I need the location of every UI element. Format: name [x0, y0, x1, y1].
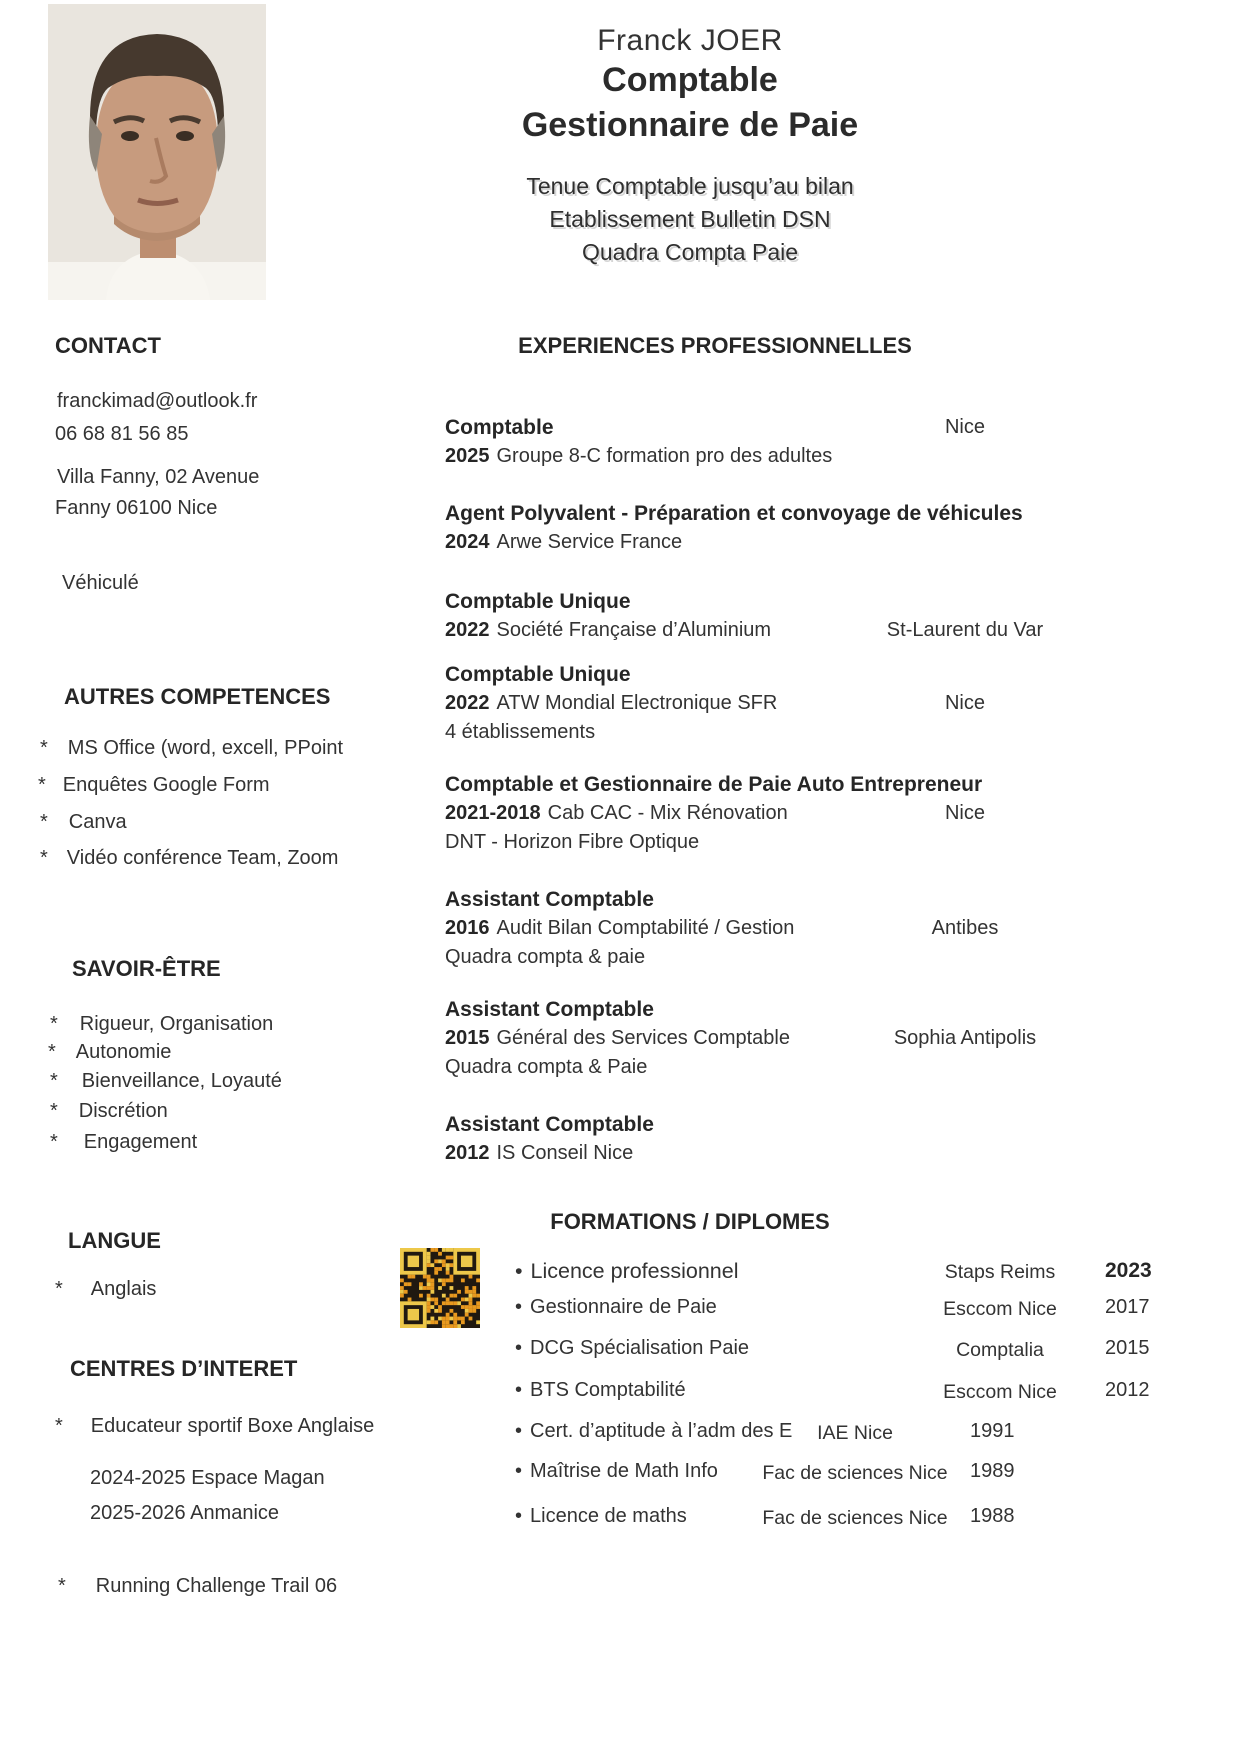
competence-item — [38, 767, 270, 803]
contact-heading: CONTACT — [55, 333, 161, 358]
asterisk-bullet: * — [48, 1041, 56, 1063]
contact-email: franckimad@outlook.fr — [57, 390, 258, 412]
xp-title: Assistant Comptable — [445, 1113, 654, 1136]
interet-label: Educateur sportif Boxe Anglaise — [90, 1415, 375, 1437]
formation-year: 2023 — [1105, 1259, 1152, 1282]
formation-row — [460, 1337, 1180, 1371]
formation-year: 2012 — [1105, 1379, 1150, 1401]
cv-header — [340, 24, 1040, 269]
savoir-etre-item — [50, 1010, 273, 1040]
asterisk-bullet: * — [58, 1575, 66, 1597]
formation-row — [460, 1505, 1180, 1539]
formation-year: 1988 — [970, 1505, 1015, 1527]
formation-diploma — [515, 1259, 739, 1284]
xp-year: 2012 — [445, 1142, 490, 1164]
formation-diploma — [515, 1460, 718, 1483]
interet-item — [55, 1415, 374, 1438]
experience-entry — [445, 995, 1060, 1082]
dot-bullet: • — [515, 1420, 523, 1442]
profile-photo — [48, 4, 266, 300]
asterisk-bullet: * — [50, 1131, 58, 1153]
formation-diploma — [515, 1505, 687, 1528]
xp-year: 2021-2018 — [445, 802, 541, 824]
savoir-etre-label: Discrétion — [78, 1100, 168, 1122]
competence-label: Canva — [68, 811, 127, 833]
xp-detail — [445, 528, 682, 557]
formation-diploma-label: Licence de maths — [530, 1505, 687, 1527]
skill-subtitle-1: Tenue Comptable jusqu’au bilan — [526, 173, 854, 199]
formation-diploma — [515, 1296, 717, 1319]
competence-item — [40, 730, 343, 766]
experience-entry — [445, 499, 1060, 557]
formation-school: IAE Nice — [817, 1422, 893, 1444]
contact-address-line2: Fanny 06100 Nice — [55, 497, 218, 519]
asterisk-bullet: * — [55, 1415, 63, 1437]
competence-label: Enquêtes Google Form — [62, 774, 270, 796]
formation-diploma — [515, 1379, 686, 1402]
formation-diploma-label: Gestionnaire de Paie — [530, 1296, 717, 1318]
savoir-etre-label: Rigueur, Organisation — [79, 1013, 274, 1035]
xp-year: 2015 — [445, 1027, 490, 1049]
xp-org: Arwe Service France — [496, 531, 683, 553]
formation-school: Esccom Nice — [943, 1298, 1057, 1320]
xp-location: Nice — [944, 416, 985, 438]
skill-subtitle-2: Etablissement Bulletin DSN — [549, 206, 831, 232]
formation-year: 1989 — [970, 1460, 1015, 1482]
savoir-etre-item — [50, 1128, 197, 1158]
xp-extra: DNT - Horizon Fibre Optique — [445, 831, 700, 853]
contact-address-line1: Villa Fanny, 02 Avenue — [57, 466, 260, 488]
savoir-etre-label: Bienveillance, Loyauté — [81, 1070, 282, 1092]
formation-row — [460, 1379, 1180, 1413]
formation-row — [460, 1460, 1180, 1494]
xp-org: Audit Bilan Comptabilité / Gestion — [496, 917, 795, 939]
asterisk-bullet: * — [38, 774, 46, 796]
xp-location: Nice — [944, 692, 985, 714]
dot-bullet: • — [515, 1460, 523, 1482]
competence-label: MS Office (word, excell, PPoint — [67, 737, 344, 759]
formation-year: 2015 — [1105, 1337, 1150, 1359]
xp-title: Comptable et Gestionnaire de Paie Auto Entrepreneur — [445, 773, 983, 796]
interet-item — [58, 1575, 337, 1598]
xp-year: 2025 — [445, 445, 490, 467]
xp-org: Cab CAC - Mix Rénovation — [547, 802, 788, 824]
interets-heading: CENTRES D’INTERET — [70, 1356, 298, 1381]
xp-year: 2022 — [445, 619, 490, 641]
savoir-etre-label: Engagement — [83, 1131, 198, 1153]
savoir-etre-item — [50, 1097, 168, 1127]
formation-school: Fac de sciences Nice — [762, 1507, 948, 1529]
xp-extra: 4 établissements — [445, 721, 596, 743]
formation-diploma-label: Licence professionnel — [530, 1259, 739, 1283]
xp-location — [870, 442, 1060, 471]
dot-bullet: • — [515, 1505, 523, 1527]
job-title-line1: Comptable — [602, 61, 778, 99]
xp-detail — [445, 799, 788, 828]
interet-detail: 2024-2025 Espace Magan — [90, 1467, 325, 1489]
xp-location: Nice — [944, 802, 985, 824]
savoir-etre-label: Autonomie — [75, 1041, 172, 1063]
formation-school: Fac de sciences Nice — [762, 1462, 948, 1484]
xp-detail — [445, 1024, 790, 1053]
formation-diploma-label: DCG Spécialisation Paie — [530, 1337, 750, 1359]
xp-title: Assistant Comptable — [445, 888, 654, 911]
xp-location: St-Laurent du Var — [886, 619, 1044, 641]
formation-diploma-label: BTS Comptabilité — [530, 1379, 686, 1401]
xp-org: Général des Services Comptable — [496, 1027, 790, 1049]
formation-school: Esccom Nice — [943, 1381, 1057, 1403]
competence-item — [40, 840, 338, 876]
formation-diploma — [515, 1337, 749, 1360]
xp-title: Assistant Comptable — [445, 998, 654, 1021]
competence-label: Vidéo conférence Team, Zoom — [66, 847, 339, 869]
formation-school: Comptalia — [956, 1339, 1044, 1361]
interet-label: Running Challenge Trail 06 — [95, 1575, 338, 1597]
formation-row — [460, 1259, 1180, 1293]
langue-label: Anglais — [90, 1278, 157, 1300]
xp-title: Agent Polyvalent - Préparation et convoyage de véhicules — [445, 502, 1023, 525]
savoir-etre-item — [50, 1067, 282, 1097]
xp-org: ATW Mondial Electronique SFR — [496, 692, 778, 714]
contact-phone: 06 68 81 56 85 — [55, 423, 189, 445]
xp-location: Sophia Antipolis — [893, 1027, 1037, 1049]
competence-item — [40, 804, 127, 840]
formation-row — [460, 1420, 1180, 1454]
savoir-etre-item — [48, 1038, 171, 1068]
experience-entry — [445, 660, 1060, 747]
xp-org: Groupe 8-C formation pro des adultes — [496, 445, 833, 467]
xp-extra: Quadra compta & Paie — [445, 1056, 648, 1078]
formation-diploma-label: Cert. d’aptitude à l’adm des E — [530, 1420, 793, 1442]
xp-year: 2022 — [445, 692, 490, 714]
skill-subtitle-3: Quadra Compta Paie — [581, 239, 799, 265]
asterisk-bullet: * — [50, 1100, 58, 1122]
formation-year: 2017 — [1105, 1296, 1150, 1318]
asterisk-bullet: * — [50, 1070, 58, 1092]
formation-diploma-label: Maîtrise de Math Info — [530, 1460, 718, 1482]
experience-entry — [445, 413, 1060, 471]
xp-detail — [445, 689, 777, 718]
candidate-name: Franck JOER — [597, 24, 783, 57]
xp-location: Antibes — [931, 917, 999, 939]
experience-entry — [445, 770, 1060, 857]
langue-item — [55, 1278, 156, 1301]
contact-mobility: Véhiculé — [62, 572, 139, 594]
xp-title: Comptable Unique — [445, 663, 631, 686]
profile-photo-image — [48, 4, 266, 300]
xp-detail — [445, 1139, 633, 1168]
job-title-line2: Gestionnaire de Paie — [521, 106, 859, 144]
xp-year: 2024 — [445, 531, 490, 553]
experiences-heading: EXPERIENCES PROFESSIONNELLES — [518, 333, 912, 358]
formations-heading: FORMATIONS / DIPLOMES — [550, 1209, 830, 1234]
xp-detail — [445, 442, 832, 471]
asterisk-bullet: * — [50, 1013, 58, 1035]
savoir-etre-heading: SAVOIR-ÊTRE — [72, 956, 221, 981]
xp-year: 2016 — [445, 917, 490, 939]
formation-school: Staps Reims — [944, 1261, 1056, 1283]
xp-org: IS Conseil Nice — [496, 1142, 634, 1164]
competences-heading: AUTRES COMPETENCES — [64, 684, 331, 709]
experience-entry — [445, 587, 1060, 645]
xp-title: Comptable Unique — [445, 590, 631, 613]
dot-bullet: • — [515, 1296, 523, 1318]
formation-row — [460, 1296, 1180, 1330]
formation-year: 1991 — [970, 1420, 1015, 1442]
experience-entry — [445, 885, 1060, 972]
dot-bullet: • — [515, 1259, 523, 1283]
dot-bullet: • — [515, 1379, 523, 1401]
xp-extra: Quadra compta & paie — [445, 946, 646, 968]
xp-title: Comptable — [445, 416, 554, 439]
xp-org: Société Française d’Aluminium — [496, 619, 772, 641]
xp-detail — [445, 914, 794, 943]
asterisk-bullet: * — [40, 737, 48, 759]
asterisk-bullet: * — [55, 1278, 63, 1300]
dot-bullet: • — [515, 1337, 523, 1359]
experience-entry — [445, 1110, 1060, 1168]
xp-detail — [445, 616, 771, 645]
interet-detail: 2025-2026 Anmanice — [90, 1502, 280, 1524]
langue-heading: LANGUE — [68, 1228, 161, 1253]
asterisk-bullet: * — [40, 811, 48, 833]
asterisk-bullet: * — [40, 847, 48, 869]
